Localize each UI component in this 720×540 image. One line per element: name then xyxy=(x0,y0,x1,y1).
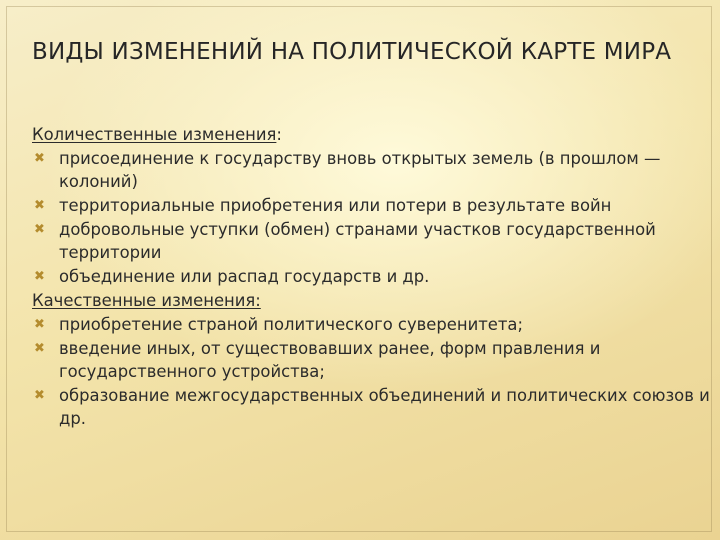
slide-title: ВИДЫ ИЗМЕНЕНИЙ НА ПОЛИТИЧЕСКОЙ КАРТЕ МИРА xyxy=(32,39,672,65)
section-heading-quantitative xyxy=(32,123,712,146)
x-mark-icon: ✖ xyxy=(34,269,45,284)
x-mark-icon: ✖ xyxy=(34,317,45,332)
list-item xyxy=(32,337,712,383)
bullet-list-quantitative xyxy=(32,147,712,288)
x-mark-icon: ✖ xyxy=(34,198,45,213)
section-heading-qualitative xyxy=(32,289,712,312)
list-item-text: приобретение страной политического суверенитета; xyxy=(59,315,523,334)
section-heading-text: Количественные изменения xyxy=(32,125,277,144)
x-mark-icon: ✖ xyxy=(34,222,45,237)
list-item-text: объединение или распад государств и др. xyxy=(59,267,430,286)
x-mark-icon: ✖ xyxy=(34,151,45,166)
slide-content xyxy=(32,123,712,431)
list-item-text: добровольные уступки (обмен) странами участков государственной территории xyxy=(59,220,656,262)
list-item xyxy=(32,194,712,217)
x-mark-icon: ✖ xyxy=(34,388,45,403)
list-item-text: образование межгосударственных объединений и политических союзов и др. xyxy=(59,386,710,428)
list-item xyxy=(32,147,712,193)
list-item xyxy=(32,313,712,336)
list-item xyxy=(32,384,712,430)
bullet-list-qualitative xyxy=(32,313,712,430)
x-mark-icon: ✖ xyxy=(34,341,45,356)
list-item xyxy=(32,265,712,288)
section-heading-text: Качественные изменения: xyxy=(32,291,261,310)
list-item-text: территориальные приобретения или потери в результате войн xyxy=(59,196,612,215)
section-heading-suffix: : xyxy=(276,125,282,144)
list-item-text: введение иных, от существовавших ранее, форм правления и государственного устройства; xyxy=(59,339,601,381)
list-item xyxy=(32,218,712,264)
list-item-text: присоединение к государству вновь открытых земель (в прошлом — колоний) xyxy=(59,149,661,191)
